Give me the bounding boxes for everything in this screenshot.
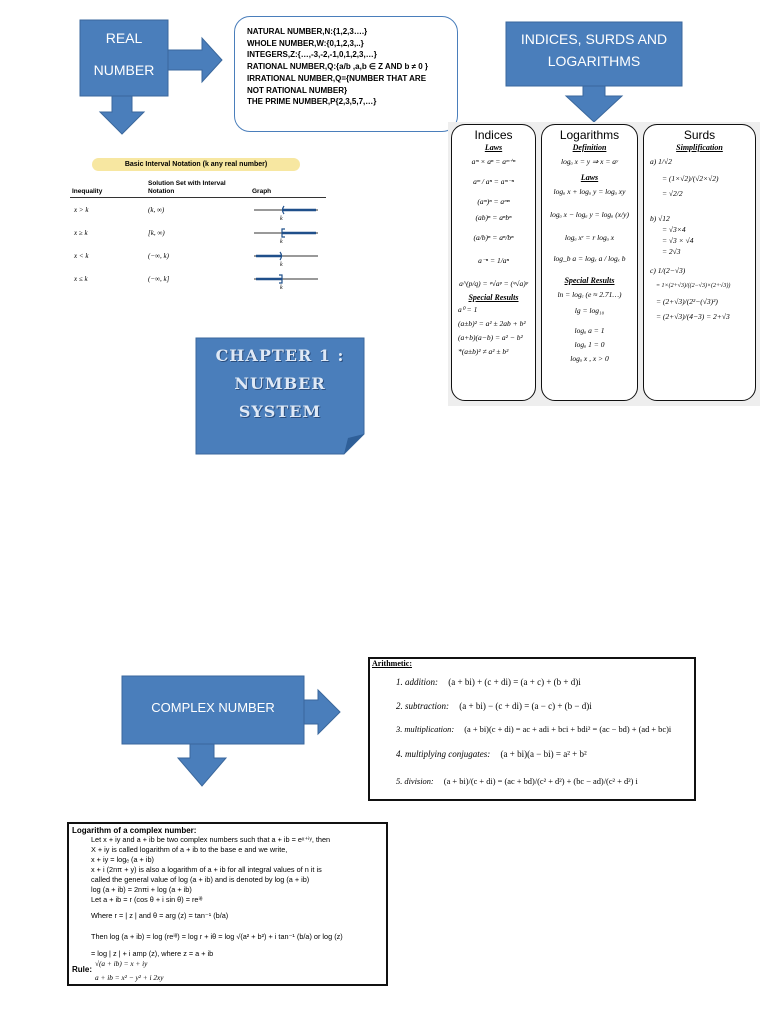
graph-row2 [254, 229, 318, 237]
set-irrational-1: IRRATIONAL NUMBER,Q={NUMBER THAT ARE [247, 73, 427, 83]
arithmetic-row-3 [396, 725, 671, 734]
row4-interval: (−∞, k] [148, 275, 170, 283]
arithmetic-label-2: 2. subtraction: [396, 701, 449, 711]
logarithms-special-heading: Special Results [564, 276, 615, 285]
row1-inequality: x > k [74, 206, 89, 214]
graph-k-4: k [280, 285, 283, 291]
row3-interval: (−∞, k) [148, 252, 169, 260]
rule-line-1: √(a + ib) = x + iy [95, 959, 148, 968]
indices-label-2: LOGARITHMS [547, 53, 641, 69]
surds-line-9: = 1×(2+√3)/((2−√3)×(2+√3)) [656, 283, 731, 289]
indices-label-1: INDICES, SURDS AND [520, 31, 668, 47]
indices-law-5: (a/b)ⁿ = aⁿ/bⁿ [473, 233, 514, 242]
row2-interval: [k, ∞) [148, 229, 165, 237]
arithmetic-formula-1: (a + bi) + (c + di) = (a + c) + (b + d)i [448, 677, 581, 687]
logarithms-law-4: log_b a = logₓ a / logₓ b [553, 254, 626, 263]
complex-number-label: COMPLEX NUMBER [151, 700, 275, 715]
indices-special-1: a⁰ = 1 [458, 305, 478, 314]
graph-row4 [254, 275, 318, 283]
arithmetic-formula-5: (a + bi)/(c + di) = (ac + bd)/(c² + d²) + (bc − ad)/(c² + d²) i [443, 777, 638, 786]
set-whole: WHOLE NUMBER,W:{0,1,2,3,..} [247, 38, 364, 48]
logarithms-definition-heading: Definition [572, 143, 607, 152]
surds-line-5: = √3×4 [662, 225, 686, 234]
indices-title: Indices [474, 128, 513, 142]
chapter-line-2: NUMBER [234, 374, 326, 393]
arithmetic-row-4 [396, 749, 587, 759]
header-rule [70, 197, 326, 198]
indices-law-4: (ab)ⁿ = aⁿbⁿ [475, 213, 512, 222]
rule-line-2: a + ib = x² − y² + i 2xy [95, 973, 164, 982]
arithmetic-label-1: 1. addition: [396, 677, 438, 687]
indices-special-3: (a+b)(a−b) = a² − b² [458, 333, 523, 342]
arithmetic-label-5: 5. division: [396, 777, 434, 786]
surds-line-10: = (2+√3)/(2²−(√3)²) [656, 297, 718, 306]
graph-row3 [254, 252, 318, 260]
surds-line-1: a) 1/√2 [650, 157, 672, 166]
logarithms-law-1: logₐ x + logₐ y = logₐ xy [553, 187, 626, 196]
logarithms-laws-heading: Laws [580, 173, 599, 182]
surds-title: Surds [683, 128, 716, 142]
set-prime: THE PRIME NUMBER,P{2,3,5,7,…} [247, 97, 377, 107]
logarithms-title: Logarithms [559, 128, 620, 142]
real-number-label-2: NUMBER [93, 62, 155, 78]
logarithms-law-3: logₐ xʳ = r logₐ x [564, 233, 615, 242]
chapter-title [196, 342, 364, 426]
set-rational: RATIONAL NUMBER,Q:{a/b ,a,b ∈ Z AND b ≠ 0 } [247, 62, 428, 72]
indices-law-3: (aᵐ)ⁿ = aᵐⁿ [477, 197, 510, 206]
surds-panel [643, 124, 756, 401]
number-sets-box [234, 16, 458, 132]
indices-special-4: *(a±b)² ≠ a² ± b² [458, 347, 509, 356]
real-number-label-1: REAL [105, 30, 143, 46]
surds-line-7: = 2√3 [662, 247, 681, 256]
log-complex-line-2: X + iy is called logarithm of a + ib to the base e and we write, [91, 845, 288, 854]
indices-law-2: aᵐ / aⁿ = aᵐ⁻ⁿ [473, 177, 514, 186]
arithmetic-formula-3: (a + bi)(c + di) = ac + adi + bci + bdi² = (ac − bd) + (ad + bc)i [464, 725, 672, 734]
indices-special-heading: Special Results [468, 293, 519, 302]
graph-k-1: k [280, 216, 283, 222]
surds-line-2: = (1×√2)/(√2×√2) [662, 174, 719, 183]
header-inequality: Inequality [72, 188, 103, 195]
arithmetic-label-4: 4. multiplying conjugates: [396, 749, 491, 759]
indices-panel [451, 124, 536, 401]
log-complex-line-3: x + iy = logₑ (a + ib) [91, 855, 154, 864]
log-complex-line-8: Where r = | z | and θ = arg (z) = tan⁻¹ (b/a) [91, 911, 229, 920]
log-complex-title: Logarithm of a complex number: [72, 826, 197, 835]
logarithms-definition: logₐ x = y ⇒ x = aʸ [561, 157, 618, 166]
arithmetic-label-3: 3. multiplication: [396, 725, 455, 734]
row3-inequality: x < k [74, 252, 89, 260]
arithmetic-row-1 [396, 677, 581, 687]
log-complex-line-9: Then log (a + ib) = log (reⁱᶿ) = log r + iθ = log √(a² + b²) + i tan⁻¹ (b/a) or log (z) [91, 932, 343, 941]
logarithms-law-2: logₐ x − logₐ y = logₐ (x/y) [550, 210, 629, 219]
log-complex-box [67, 822, 388, 986]
header-interval: Solution Set with Interval Notation [148, 180, 226, 195]
graph-k-2: k [280, 239, 283, 245]
surds-line-8: c) 1/(2−√3) [650, 266, 686, 275]
logarithms-special-2: lg = log₁₀ [574, 306, 605, 315]
log-complex-line-1: Let x + iy and a + ib be two complex numbers such that a + ib = eˣ⁺ⁱʸ, then [91, 835, 331, 844]
row4-inequality: x ≤ k [74, 275, 88, 283]
rule-label: Rule: [72, 965, 92, 974]
arithmetic-row-5 [396, 777, 638, 786]
chapter-line-3: SYSTEM [238, 402, 322, 421]
arithmetic-row-2 [396, 701, 592, 711]
row1-interval: (k, ∞) [148, 206, 165, 214]
logarithms-special-3: logₐ a = 1 [574, 326, 605, 335]
logarithms-special-4: logₐ 1 = 0 [574, 340, 605, 349]
set-integers: INTEGERS,Z:{…,-3,-2,-1,0,1,2,3,…} [247, 50, 377, 60]
arithmetic-formula-2: (a + bi) − (c + di) = (a − c) + (b − d)i [459, 701, 592, 711]
indices-special-2: (a±b)² = a² ± 2ab + b² [458, 319, 526, 328]
indices-law-7: a^(p/q) = ᵠ√aᵖ = (ᵠ√a)ᵖ [459, 279, 528, 288]
logarithms-panel [541, 124, 638, 401]
header-graph: Graph [252, 188, 272, 195]
log-complex-line-6: log (a + ib) = 2nπi + log (a + ib) [91, 885, 192, 894]
chapter-line-1: CHAPTER 1 : [215, 346, 345, 365]
arithmetic-heading: Arithmetic: [372, 659, 412, 668]
arithmetic-formula-4: (a + bi)(a − bi) = a² + b² [500, 749, 587, 759]
set-natural: NATURAL NUMBER,N:{1,2,3….} [247, 27, 368, 36]
log-complex-line-10: = log | z | + i amp (z), where z = a + ib [91, 949, 214, 958]
log-complex-line-4: x + i (2nπ + y) is also a logarithm of a + ib for all integral values of n it is [91, 865, 322, 874]
graph-k-3: k [280, 262, 283, 268]
indices-law-6: a⁻ⁿ = 1/aⁿ [478, 256, 509, 265]
row2-inequality: x ≥ k [74, 229, 88, 237]
surds-line-4: b) √12 [650, 214, 670, 223]
surds-heading: Simplification [676, 143, 723, 152]
surds-line-11: = (2+√3)/(4−3) = 2+√3 [656, 312, 730, 321]
surds-line-3: = √2/2 [662, 189, 683, 198]
interval-notation-table [66, 154, 328, 296]
indices-law-1: aᵐ × aⁿ = aᵐ⁺ⁿ [471, 157, 516, 166]
indices-laws-heading: Laws [484, 143, 503, 152]
interval-title: Basic Interval Notation (k any real number) [92, 158, 300, 171]
logarithms-special-1: ln = logₑ (e ≈ 2.71…) [557, 290, 622, 299]
log-complex-line-5: called the general value of log (a + ib) and is denoted by log (a + ib) [91, 875, 310, 884]
logarithms-special-5: logₐ x , x > 0 [570, 354, 609, 363]
set-irrational-2: NOT RATIONAL NUMBER} [247, 85, 348, 95]
complex-number-arrow [122, 676, 340, 786]
interval-graphs [252, 200, 322, 294]
surds-line-6: = √3 × √4 [662, 236, 694, 245]
graph-row1 [254, 206, 318, 214]
log-complex-line-7: Let a + ib = r (cos θ + i sin θ) = reⁱᶿ [91, 895, 203, 904]
complex-arithmetic-box [368, 657, 696, 801]
